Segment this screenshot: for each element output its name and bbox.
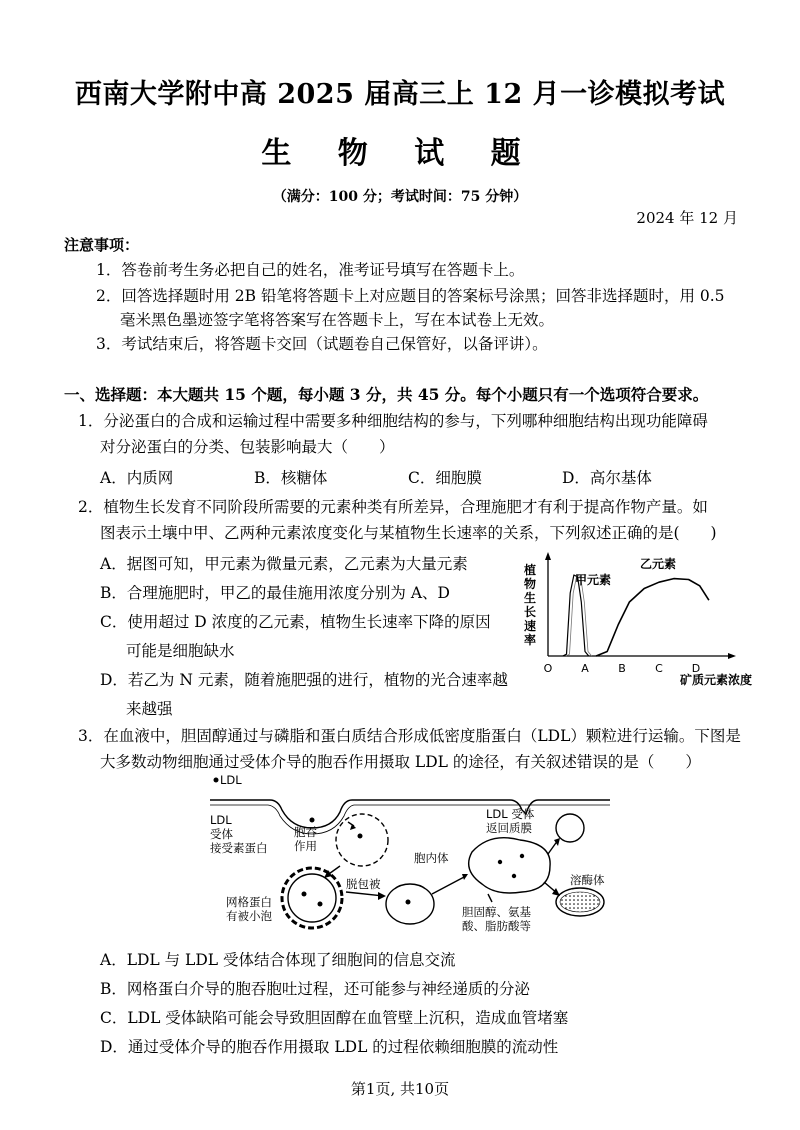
q3-option-b: B．网格蛋白介导的胞吞胞吐过程，还可能参与神经递质的分泌 xyxy=(100,980,530,998)
label-endocytosis: 胞吞 xyxy=(294,825,317,839)
subject-title: 生 物 试 题 xyxy=(261,136,539,171)
exam-title: 西南大学附中高 2025 届高三上 12 月一诊模拟考试 xyxy=(74,79,726,110)
label-products: 酸、脂肪酸等 xyxy=(462,919,531,933)
plasma-membrane xyxy=(210,800,610,828)
q2-stem: 图表示土壤中甲、乙两种元素浓度变化与某植物生长速率的关系，下列叙述正确的是( ) xyxy=(100,524,717,542)
q2-option-c: C．使用超过 D 浓度的乙元素，植物生长速率下降的原因 xyxy=(100,613,491,631)
note-item: 3．考试结束后，将答题卡交回（试题卷自己保管好，以备评讲）。 xyxy=(96,335,548,353)
x-tick-label: D xyxy=(691,662,701,675)
recycling-vesicle xyxy=(556,814,584,842)
q2-option-d: D．若乙为 N 元素，随着施肥强的进行，植物的光合速率越 xyxy=(100,671,508,689)
q1-option-c: C．细胞膜 xyxy=(408,469,482,487)
series-label-yi: 乙元素 xyxy=(640,557,677,571)
series-line-jia xyxy=(563,575,589,656)
q3-stem: 3．在血液中，胆固醇通过与磷脂和蛋白质结合形成低密度脂蛋白（LDL）颗粒进行运输。下图是 xyxy=(78,727,741,745)
x-tick-label: O xyxy=(543,662,553,675)
label-products: 胆固醇、氨基 xyxy=(462,905,531,919)
y-axis-label-char: 长 xyxy=(524,605,537,619)
y-axis-label-char: 植 xyxy=(524,563,537,577)
q3-option-d: D．通过受体介导的胞吞作用摄取 LDL 的过程依赖细胞膜的流动性 xyxy=(100,1038,559,1056)
page-footer: 第1页, 共10页 xyxy=(350,1080,450,1098)
label-ldl: LDL xyxy=(220,773,242,787)
x-tick-label: C xyxy=(655,662,663,675)
q3-option-c: C．LDL 受体缺陷可能会导致胆固醇在血管壁上沉积，造成血管堵塞 xyxy=(100,1009,569,1027)
note-item: 2．回答选择题时用 2B 铅笔将答题卡上对应题目的答案标号涂黑；回答非选择题时，用 0.5 xyxy=(96,287,725,305)
label-recycle: 返回质膜 xyxy=(486,821,532,835)
y-axis-label-char: 物 xyxy=(524,577,537,591)
x-tick-label: A xyxy=(581,662,589,675)
q1-option-d: D．高尔基体 xyxy=(562,469,652,487)
coated-vesicle xyxy=(282,868,342,928)
y-axis-label-char: 速 xyxy=(524,619,537,633)
q2-stem: 2．植物生长发育不同阶段所需要的元素种类有所差异，合理施肥才有利于提高作物产量。如 xyxy=(78,498,708,516)
label-receptor: 接受素蛋白 xyxy=(210,841,268,855)
q1-stem: 1．分泌蛋白的合成和运输过程中需要多种细胞结构的参与，下列哪种细胞结构出现功能障碍 xyxy=(78,412,708,430)
label-endocytosis: 作用 xyxy=(294,839,317,853)
label-recycle: LDL 受体 xyxy=(486,807,535,821)
notes-heading: 注意事项： xyxy=(64,236,140,254)
label-vesicle: 网格蛋白 xyxy=(226,895,272,909)
y-axis-label-char: 生 xyxy=(524,591,537,605)
y-axis-label-char: 率 xyxy=(524,633,537,647)
series-line-yi xyxy=(596,579,709,656)
q1-stem: 对分泌蛋白的分类、包装影响最大（ ） xyxy=(100,438,395,456)
series-label-jia: 甲元素 xyxy=(575,573,612,587)
growth-rate-chart xyxy=(520,548,752,696)
exam-date: 2024 年 12 月 xyxy=(636,209,738,227)
note-item: 毫米黑色墨迹签字笔将答案写在答题卡上，写在本试卷上无效。 xyxy=(120,311,555,329)
coated-pit xyxy=(336,814,388,866)
q2-option-d-cont: 来越强 xyxy=(126,700,173,718)
y-axis-label xyxy=(524,562,536,647)
section-heading: 一、选择题：本大题共 15 个题，每小题 3 分，共 45 分。每个小题只有一个选项符合要求。 xyxy=(64,385,709,404)
q2-option-a: A．据图可知，甲元素为微量元素，乙元素为大量元素 xyxy=(100,555,468,573)
note-item: 1．答卷前考生务必把自己的姓名，准考证号填写在答题卡上。 xyxy=(96,261,525,279)
exam-meta: （满分：100 分；考试时间：75 分钟） xyxy=(272,189,528,205)
x-tick-label: B xyxy=(618,662,626,675)
endosome xyxy=(469,838,550,893)
uncoated-vesicle xyxy=(386,884,434,924)
label-endosome: 胞内体 xyxy=(414,851,449,865)
label-receptor: LDL xyxy=(210,813,232,827)
label-uncoat: 脱包被 xyxy=(346,877,381,891)
q1-option-b: B．核糖体 xyxy=(254,469,328,487)
arrow xyxy=(432,876,466,894)
q1-option-a: A．内质网 xyxy=(100,469,174,487)
q3-option-a: A．LDL 与 LDL 受体结合体现了细胞间的信息交流 xyxy=(100,951,456,969)
ldl-endocytosis-diagram xyxy=(200,770,620,946)
label-lysosome: 溶酶体 xyxy=(570,873,605,887)
q3-stem: 大多数动物细胞通过受体介导的胞吞作用摄取 LDL 的途径，有关叙述错误的是（ ） xyxy=(100,753,701,771)
x-axis-label: 矿质元素浓度 xyxy=(679,673,752,687)
arrow xyxy=(488,894,492,902)
q2-option-b: B．合理施肥时，甲乙的最佳施用浓度分别为 A、D xyxy=(100,584,450,602)
label-receptor: 受体 xyxy=(210,827,233,841)
q2-option-c-cont: 可能是细胞缺水 xyxy=(126,642,235,660)
label-vesicle: 有被小泡 xyxy=(226,909,272,923)
